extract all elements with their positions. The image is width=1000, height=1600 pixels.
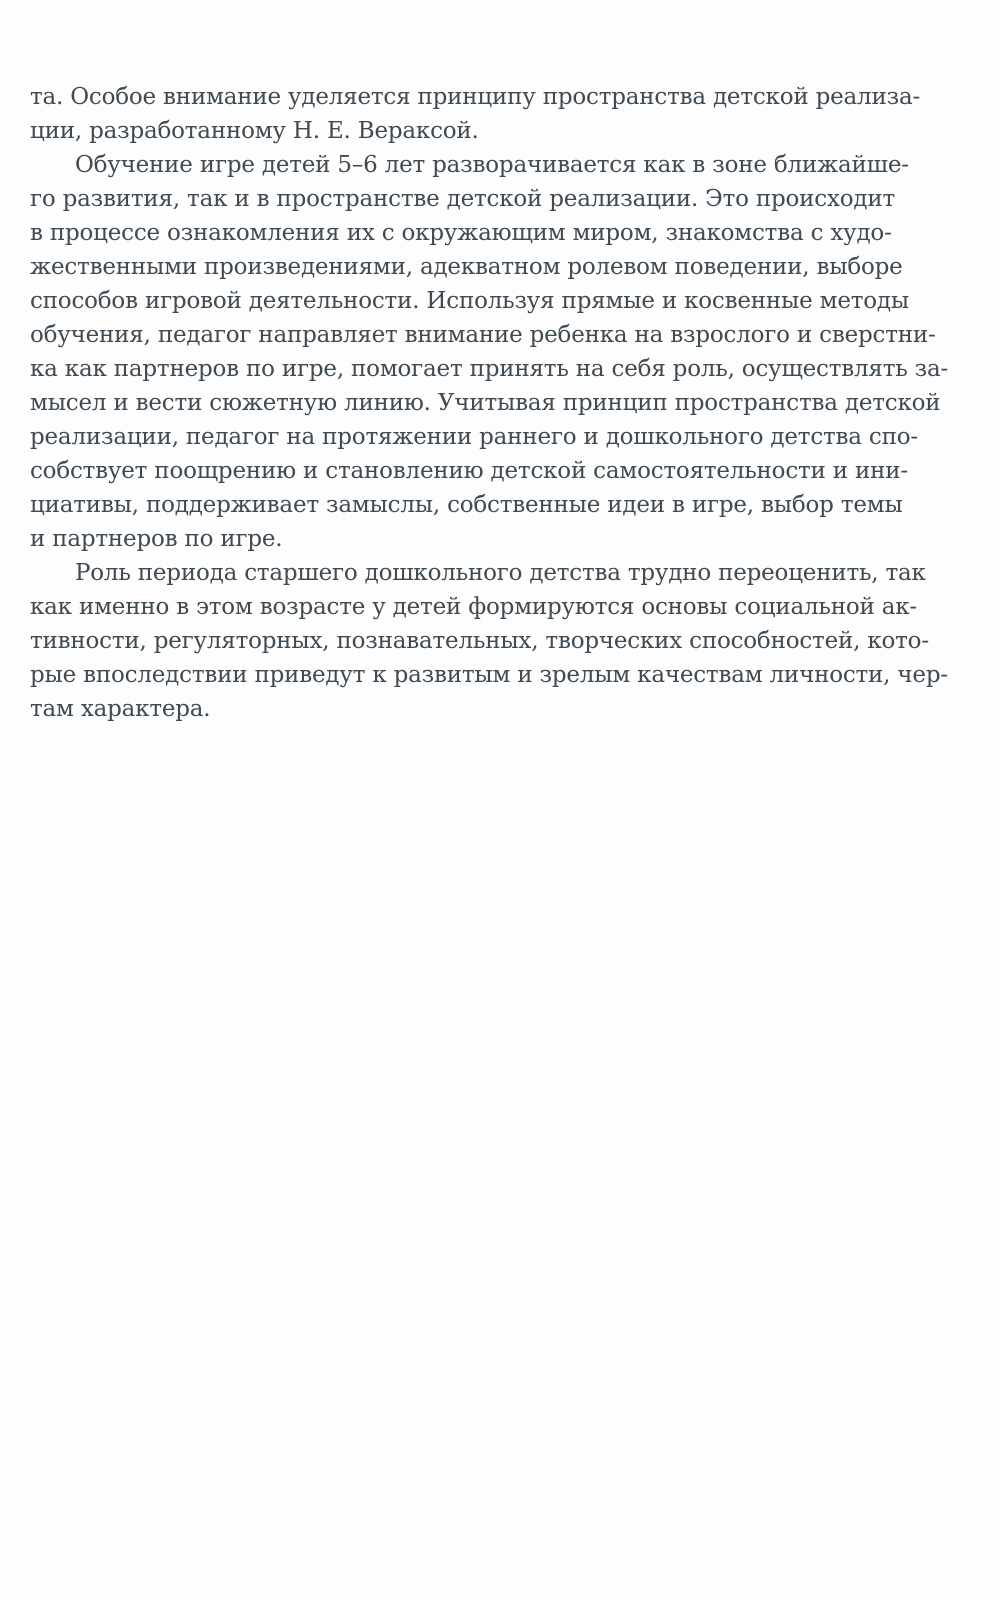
text-line: ции, разработанному Н. Е. Вераксой.	[30, 118, 479, 144]
text-line: циативы, поддерживает замыслы, собственные идеи в игре, выбор темы	[30, 492, 903, 518]
text-line: го развития, так и в пространстве детской реализации. Это происходит	[30, 186, 896, 212]
text-line: как именно в этом возрасте у детей формируются основы социальной ак-	[30, 594, 917, 620]
text-line: тивности, регуляторных, познавательных, творческих способностей, кото-	[30, 628, 929, 654]
text-line: Обучение игре детей 5–6 лет разворачивается как в зоне ближайше-	[75, 152, 909, 178]
text-line: способов игровой деятельности. Используя прямые и косвенные методы	[30, 288, 909, 314]
text-line: мысел и вести сюжетную линию. Учитывая принцип пространства детской	[30, 390, 941, 416]
text-line: и партнеров по игре.	[30, 526, 283, 552]
text-line: Роль периода старшего дошкольного детства трудно переоценить, так	[75, 560, 926, 586]
body-text	[30, 80, 949, 726]
text-line: собствует поощрению и становлению детской самостоятельности и ини-	[30, 458, 908, 484]
text-line: ка как партнеров по игре, помогает принять на себя роль, осуществлять за-	[30, 356, 949, 382]
text-line: рые впоследствии приведут к развитым и зрелым качествам личности, чер-	[30, 662, 948, 688]
text-line: в процессе ознакомления их с окружающим миром, знакомства с худо-	[30, 220, 892, 246]
text-line: обучения, педагог направляет внимание ребенка на взрослого и сверстни-	[30, 322, 936, 348]
text-line: жественными произведениями, адекватном ролевом поведении, выборе	[30, 254, 903, 280]
text-line: та. Особое внимание уделяется принципу пространства детской реализа-	[30, 84, 921, 110]
text-line: там характера.	[30, 696, 211, 722]
text-line: реализации, педагог на протяжении раннего и дошкольного детства спо-	[30, 424, 918, 450]
